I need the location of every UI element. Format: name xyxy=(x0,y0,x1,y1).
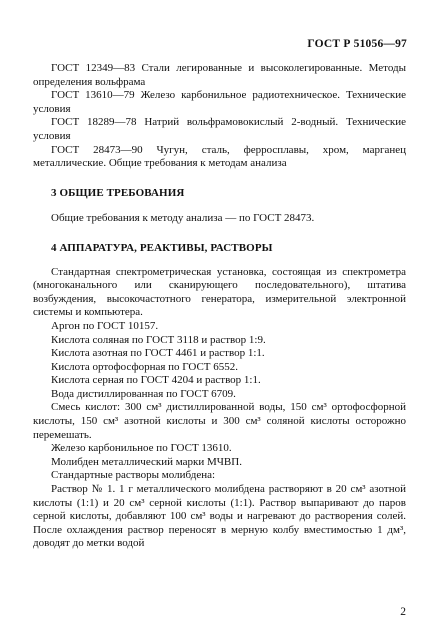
section-3-text: Общие требования к методу анализа — по ГОСТ 28473. xyxy=(51,212,315,225)
molybdenum-metal-item: Молибден металлический марки МЧВП. xyxy=(51,455,242,468)
acid-mixture-paragraph: Смесь кислот: 300 см³ дистиллированной воды, 150 см³ ортофосфорной кислоты, 150 см³ азотной кислоты и 300 см³ соляной кислоты осторожно перемешать. xyxy=(33,401,406,441)
standard-solutions-heading: Стандартные растворы молибдена: xyxy=(51,469,216,482)
reference-gost-12349: ГОСТ 12349—83 Стали легированные и высоколегированные. Методы определения вольфрама xyxy=(33,62,406,88)
reference-gost-13610: ГОСТ 13610—79 Железо карбонильное радиотехническое. Технические условия xyxy=(33,89,406,115)
document-code-header: ГОСТ Р 51056—97 xyxy=(307,38,407,50)
carbonyl-iron-item: Железо карбонильное по ГОСТ 13610. xyxy=(51,442,232,455)
phosphoric-acid-item: Кислота ортофосфорная по ГОСТ 6552. xyxy=(51,360,239,373)
page-number: 2 xyxy=(400,606,406,618)
distilled-water-item: Вода дистиллированная по ГОСТ 6709. xyxy=(51,387,236,400)
reference-gost-28473: ГОСТ 28473—90 Чугун, сталь, ферросплавы, хром, марганец металлические. Общие требования к методам анализа xyxy=(33,143,406,170)
hydrochloric-acid-item: Кислота соляная по ГОСТ 3118 и раствор 1:9. xyxy=(51,333,266,346)
sulfuric-acid-item: Кислота серная по ГОСТ 4204 и раствор 1:1. xyxy=(51,374,261,387)
document-body xyxy=(33,62,406,551)
reference-gost-18289: ГОСТ 18289—78 Натрий вольфрамовокислый 2-водный. Технические условия xyxy=(33,116,406,142)
section-4-heading: 4 АППАРАТУРА, РЕАКТИВЫ, РАСТВОРЫ xyxy=(51,241,273,254)
solution-1-paragraph: Раствор № 1. 1 г металлического молибдена растворяют в 20 см³ азотной кислоты (1:1) и 20 см³ серной кислоты (1:1). Раствор выпаривают до паров серной кислоты, добавляют 100 см³ воды и нагревают до растворения солей. После охлаждения раствор переносят в мерную колбу вместимостью 1 дм³, доводят до метки водой xyxy=(33,483,406,550)
argon-item: Аргон по ГОСТ 10157. xyxy=(51,319,159,332)
section-3-heading: 3 ОБЩИЕ ТРЕБОВАНИЯ xyxy=(51,186,185,199)
equipment-paragraph: Стандартная спектрометрическая установка, состоящая из спектрометра (многоканального или сканирующего последовательного), штатива возбуждения, высокочастотного генератора, измерительной электронной системы и компьютера. xyxy=(33,265,406,319)
nitric-acid-item: Кислота азотная по ГОСТ 4461 и раствор 1:1. xyxy=(51,347,265,360)
